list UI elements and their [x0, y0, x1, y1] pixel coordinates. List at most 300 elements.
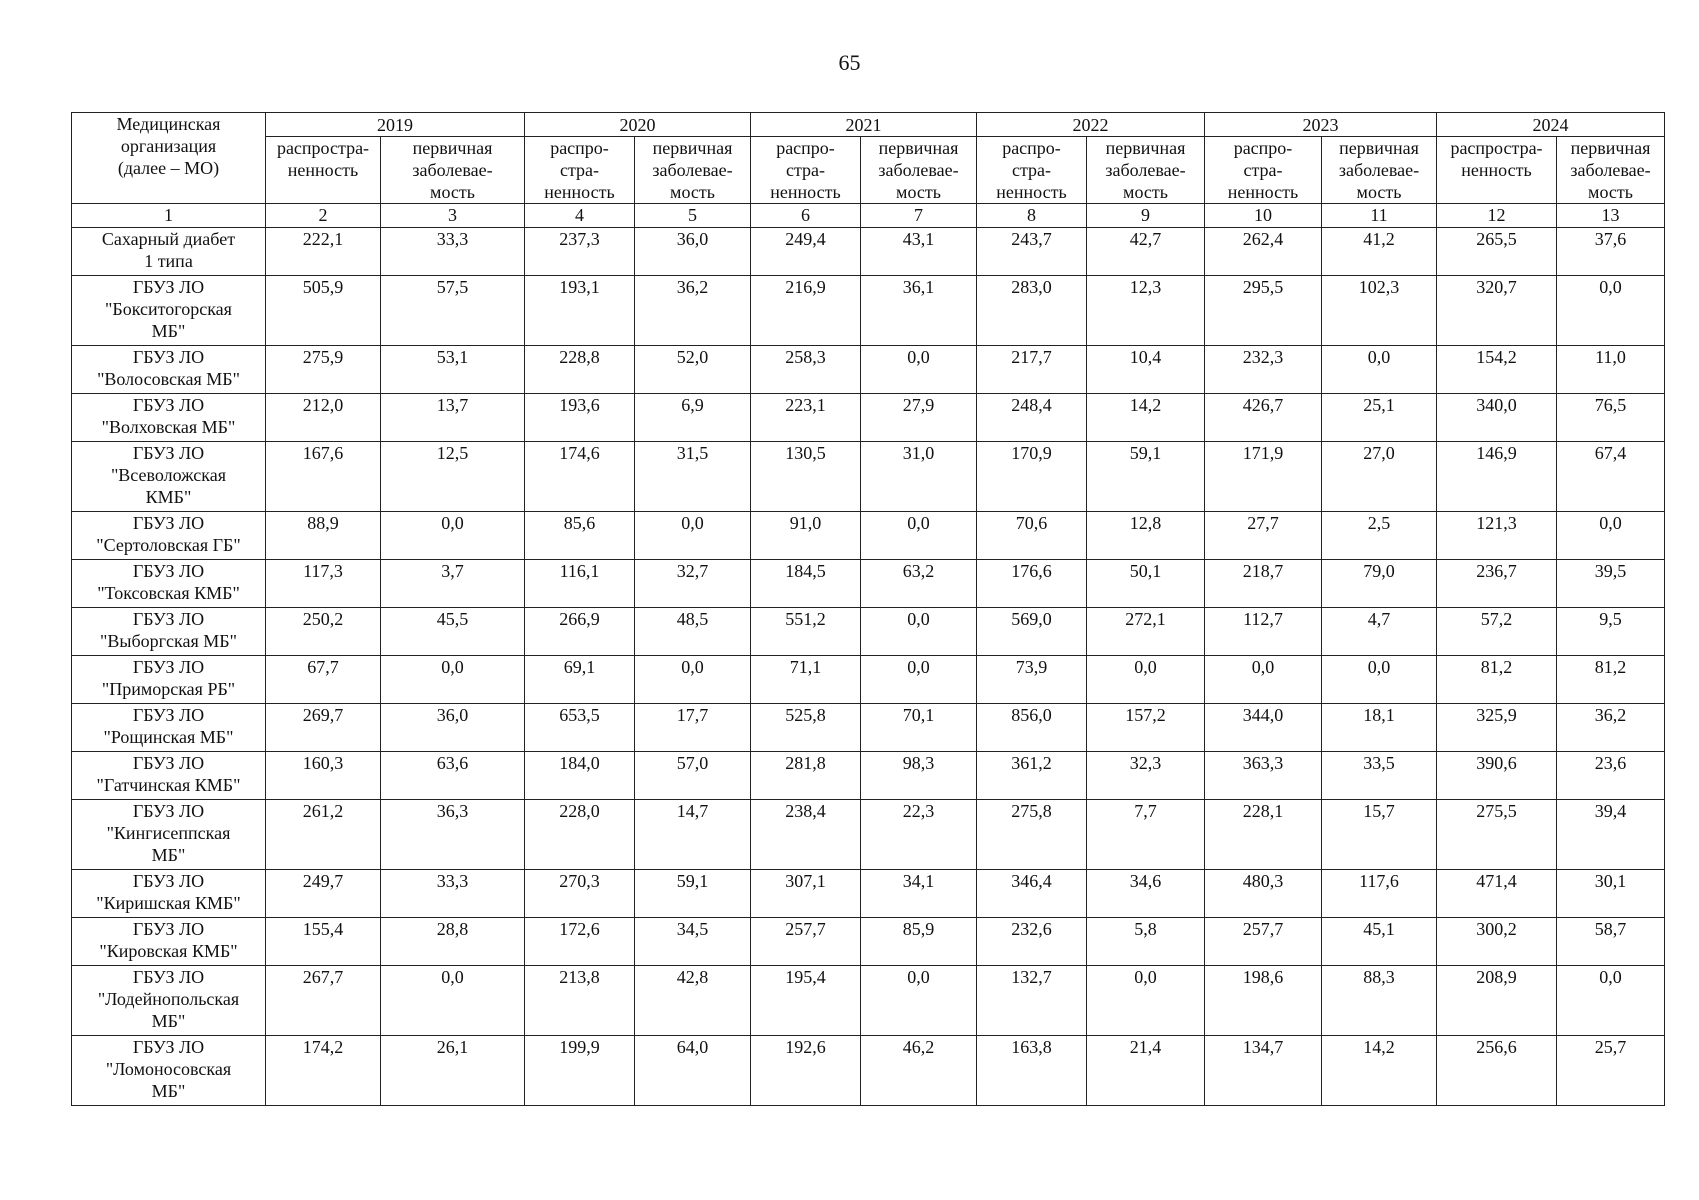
value-cell: 102,3 [1322, 276, 1437, 346]
value-cell: 0,0 [381, 656, 525, 704]
value-cell: 249,7 [266, 870, 381, 918]
value-cell: 53,1 [381, 346, 525, 394]
subheader-line: ненность [996, 182, 1067, 202]
value-cell: 112,7 [1205, 608, 1322, 656]
prevalence-header [1205, 137, 1322, 204]
value-cell: 0,0 [861, 966, 977, 1036]
value-cell: 176,6 [977, 560, 1087, 608]
organization-name-line: КМБ" [145, 487, 192, 507]
column-number: 7 [861, 204, 977, 228]
organization-name-line: ГБУЗ ЛО [132, 657, 205, 677]
value-cell: 361,2 [977, 752, 1087, 800]
value-cell: 52,0 [635, 346, 751, 394]
table-row [72, 918, 1665, 966]
subheader-line: стра- [1011, 160, 1052, 180]
organization-name-line: ГБУЗ ЛО [132, 513, 205, 533]
value-cell: 121,3 [1437, 512, 1557, 560]
page-number: 65 [838, 50, 861, 75]
organization-name-line: МБ" [151, 321, 186, 341]
incidence-header [1557, 137, 1665, 204]
organization-name-line: ГБУЗ ЛО [132, 705, 205, 725]
column-number: 6 [751, 204, 861, 228]
value-cell: 163,8 [977, 1036, 1087, 1106]
value-cell: 237,3 [525, 228, 635, 276]
value-cell: 232,3 [1205, 346, 1322, 394]
value-cell: 0,0 [1322, 656, 1437, 704]
value-cell: 11,0 [1557, 346, 1665, 394]
table-row [72, 346, 1665, 394]
value-cell: 45,5 [381, 608, 525, 656]
value-cell: 157,2 [1087, 704, 1205, 752]
value-cell: 32,3 [1087, 752, 1205, 800]
value-cell: 12,8 [1087, 512, 1205, 560]
value-cell: 0,0 [635, 656, 751, 704]
subheader-line: ненность [1227, 182, 1299, 202]
value-cell: 42,7 [1087, 228, 1205, 276]
subheader-line: первичная [412, 138, 493, 158]
subheader-line: стра- [1243, 160, 1283, 180]
value-cell: 116,1 [525, 560, 635, 608]
value-cell: 228,1 [1205, 800, 1322, 870]
value-cell: 15,7 [1322, 800, 1437, 870]
mo-header-line: Медицинская [116, 114, 221, 134]
value-cell: 0,0 [1087, 656, 1205, 704]
subheader-line: мость [1123, 182, 1168, 202]
value-cell: 6,9 [635, 394, 751, 442]
value-cell: 14,7 [635, 800, 751, 870]
value-cell: 320,7 [1437, 276, 1557, 346]
value-cell: 193,1 [525, 276, 635, 346]
value-cell: 195,4 [751, 966, 861, 1036]
value-cell: 198,6 [1205, 966, 1322, 1036]
subheader-line: заболевае- [878, 160, 959, 180]
value-cell: 363,3 [1205, 752, 1322, 800]
column-number: 13 [1557, 204, 1665, 228]
value-cell: 134,7 [1205, 1036, 1322, 1106]
value-cell: 222,1 [266, 228, 381, 276]
value-cell: 250,2 [266, 608, 381, 656]
organization-name-line: "Лодейнопольская [97, 989, 240, 1009]
value-cell: 36,0 [635, 228, 751, 276]
value-cell: 9,5 [1557, 608, 1665, 656]
table-row [72, 512, 1665, 560]
value-cell: 132,7 [977, 966, 1087, 1036]
organization-name-line: МБ" [151, 1011, 186, 1031]
value-cell: 856,0 [977, 704, 1087, 752]
value-cell: 17,7 [635, 704, 751, 752]
value-cell: 59,1 [1087, 442, 1205, 512]
subheader-line: ненность [544, 182, 615, 202]
value-cell: 30,1 [1557, 870, 1665, 918]
value-cell: 0,0 [381, 512, 525, 560]
subheader-line: распро- [1233, 138, 1293, 158]
year-header: 2019 [266, 113, 525, 137]
subheader-line: заболевае- [652, 160, 733, 180]
value-cell: 79,0 [1322, 560, 1437, 608]
subheader-line: первичная [878, 138, 959, 158]
value-cell: 480,3 [1205, 870, 1322, 918]
prevalence-header [266, 137, 381, 204]
organization-name-line: "Сертоловская ГБ" [96, 535, 241, 555]
column-number: 3 [381, 204, 525, 228]
value-cell: 174,6 [525, 442, 635, 512]
value-cell: 170,9 [977, 442, 1087, 512]
value-cell: 13,7 [381, 394, 525, 442]
organization-name-cell [72, 560, 266, 608]
organization-name-cell [72, 394, 266, 442]
value-cell: 33,5 [1322, 752, 1437, 800]
value-cell: 0,0 [1087, 966, 1205, 1036]
value-cell: 81,2 [1437, 656, 1557, 704]
organization-name-line: 1 типа [144, 251, 193, 271]
column-number: 8 [977, 204, 1087, 228]
subheader-line: заболевае- [1570, 160, 1651, 180]
organization-name-line: ГБУЗ ЛО [132, 919, 205, 939]
value-cell: 346,4 [977, 870, 1087, 918]
value-cell: 160,3 [266, 752, 381, 800]
value-cell: 216,9 [751, 276, 861, 346]
value-cell: 5,8 [1087, 918, 1205, 966]
organization-name-line: ГБУЗ ЛО [132, 561, 205, 581]
value-cell: 193,6 [525, 394, 635, 442]
value-cell: 71,1 [751, 656, 861, 704]
organization-name-line: МБ" [151, 845, 186, 865]
value-cell: 57,0 [635, 752, 751, 800]
value-cell: 14,2 [1087, 394, 1205, 442]
organization-name-line: ГБУЗ ЛО [132, 967, 205, 987]
organization-name-line: "Волосовская МБ" [97, 369, 240, 389]
value-cell: 88,9 [266, 512, 381, 560]
table-body [72, 228, 1665, 1106]
organization-name-line: "Гатчинская КМБ" [96, 775, 241, 795]
subheader-row [72, 137, 1665, 204]
mo-header-line: организация [120, 136, 217, 156]
organization-name-line: ГБУЗ ЛО [132, 395, 205, 415]
value-cell: 300,2 [1437, 918, 1557, 966]
subheader-line: стра- [559, 160, 600, 180]
organization-name-line: ГБУЗ ЛО [132, 753, 205, 773]
value-cell: 7,7 [1087, 800, 1205, 870]
value-cell: 26,1 [381, 1036, 525, 1106]
value-cell: 155,4 [266, 918, 381, 966]
subheader-line: мость [896, 182, 941, 202]
value-cell: 32,7 [635, 560, 751, 608]
table-row [72, 656, 1665, 704]
value-cell: 76,5 [1557, 394, 1665, 442]
value-cell: 34,5 [635, 918, 751, 966]
value-cell: 269,7 [266, 704, 381, 752]
prevalence-header [1437, 137, 1557, 204]
value-cell: 0,0 [381, 966, 525, 1036]
value-cell: 265,5 [1437, 228, 1557, 276]
value-cell: 171,9 [1205, 442, 1322, 512]
value-cell: 37,6 [1557, 228, 1665, 276]
value-cell: 212,0 [266, 394, 381, 442]
value-cell: 525,8 [751, 704, 861, 752]
value-cell: 325,9 [1437, 704, 1557, 752]
value-cell: 0,0 [1557, 512, 1665, 560]
value-cell: 36,0 [381, 704, 525, 752]
subheader-line: первичная [1570, 138, 1651, 158]
subheader-line: мость [430, 182, 475, 202]
column-number: 12 [1437, 204, 1557, 228]
value-cell: 208,9 [1437, 966, 1557, 1036]
year-header: 2021 [751, 113, 977, 137]
column-number: 5 [635, 204, 751, 228]
organization-name-cell [72, 918, 266, 966]
value-cell: 12,5 [381, 442, 525, 512]
organization-name-cell [72, 276, 266, 346]
organization-name-cell [72, 442, 266, 512]
table-row [72, 704, 1665, 752]
subheader-line: стра- [785, 160, 826, 180]
value-cell: 262,4 [1205, 228, 1322, 276]
incidence-header [861, 137, 977, 204]
value-cell: 42,8 [635, 966, 751, 1036]
year-header: 2020 [525, 113, 751, 137]
subheader-line: распро- [776, 138, 835, 158]
organization-name-line: ГБУЗ ЛО [132, 277, 205, 297]
column-number: 4 [525, 204, 635, 228]
prevalence-header [525, 137, 635, 204]
subheader-line: ненность [770, 182, 841, 202]
value-cell: 85,9 [861, 918, 977, 966]
incidence-table [71, 112, 1665, 1106]
organization-name-line: ГБУЗ ЛО [132, 609, 205, 629]
value-cell: 59,1 [635, 870, 751, 918]
subheader-line: мость [1588, 182, 1633, 202]
organization-name-cell [72, 704, 266, 752]
table-row [72, 800, 1665, 870]
value-cell: 281,8 [751, 752, 861, 800]
organization-name-line: ГБУЗ ЛО [132, 871, 205, 891]
table-row [72, 228, 1665, 276]
value-cell: 275,9 [266, 346, 381, 394]
value-cell: 28,8 [381, 918, 525, 966]
value-cell: 22,3 [861, 800, 977, 870]
value-cell: 0,0 [861, 346, 977, 394]
organization-name-cell [72, 800, 266, 870]
value-cell: 213,8 [525, 966, 635, 1036]
value-cell: 471,4 [1437, 870, 1557, 918]
value-cell: 31,0 [861, 442, 977, 512]
value-cell: 36,2 [1557, 704, 1665, 752]
value-cell: 270,3 [525, 870, 635, 918]
organization-name-cell [72, 228, 266, 276]
value-cell: 344,0 [1205, 704, 1322, 752]
value-cell: 0,0 [1557, 966, 1665, 1036]
value-cell: 172,6 [525, 918, 635, 966]
value-cell: 36,2 [635, 276, 751, 346]
organization-name-line: "Бокситогорская [105, 299, 232, 319]
value-cell: 130,5 [751, 442, 861, 512]
subheader-line: ненность [1461, 160, 1532, 180]
value-cell: 48,5 [635, 608, 751, 656]
value-cell: 41,2 [1322, 228, 1437, 276]
subheader-line: ненность [287, 160, 359, 180]
organization-name-line: "Приморская РБ" [101, 679, 236, 699]
subheader-line: распростра- [1450, 138, 1543, 158]
organization-name-line: "Всеволожская [110, 465, 227, 485]
value-cell: 551,2 [751, 608, 861, 656]
value-cell: 266,9 [525, 608, 635, 656]
year-header: 2022 [977, 113, 1205, 137]
value-cell: 0,0 [1322, 346, 1437, 394]
organization-name-cell [72, 656, 266, 704]
value-cell: 57,2 [1437, 608, 1557, 656]
subheader-line: распростра- [276, 138, 370, 158]
value-cell: 249,4 [751, 228, 861, 276]
value-cell: 50,1 [1087, 560, 1205, 608]
table-row [72, 276, 1665, 346]
column-number: 1 [72, 204, 266, 228]
value-cell: 117,3 [266, 560, 381, 608]
value-cell: 232,6 [977, 918, 1087, 966]
value-cell: 569,0 [977, 608, 1087, 656]
value-cell: 27,0 [1322, 442, 1437, 512]
value-cell: 14,2 [1322, 1036, 1437, 1106]
year-header: 2024 [1437, 113, 1665, 137]
organization-name-line: "Киришская КМБ" [96, 893, 241, 913]
value-cell: 18,1 [1322, 704, 1437, 752]
value-cell: 25,7 [1557, 1036, 1665, 1106]
value-cell: 390,6 [1437, 752, 1557, 800]
organization-name-cell [72, 346, 266, 394]
value-cell: 505,9 [266, 276, 381, 346]
value-cell: 192,6 [751, 1036, 861, 1106]
incidence-header [635, 137, 751, 204]
value-cell: 31,5 [635, 442, 751, 512]
subheader-line: мость [1356, 182, 1402, 202]
value-cell: 218,7 [1205, 560, 1322, 608]
organization-name-cell [72, 608, 266, 656]
subheader-line: первичная [1339, 138, 1419, 158]
subheader-line: заболевае- [1338, 160, 1420, 180]
incidence-header [1322, 137, 1437, 204]
value-cell: 3,7 [381, 560, 525, 608]
organization-name-line: ГБУЗ ЛО [132, 801, 205, 821]
table-row [72, 560, 1665, 608]
subheader-line: заболевае- [1105, 160, 1186, 180]
value-cell: 34,6 [1087, 870, 1205, 918]
value-cell: 67,7 [266, 656, 381, 704]
incidence-header [381, 137, 525, 204]
table-row [72, 966, 1665, 1036]
prevalence-header [751, 137, 861, 204]
table-row [72, 870, 1665, 918]
value-cell: 39,5 [1557, 560, 1665, 608]
value-cell: 58,7 [1557, 918, 1665, 966]
value-cell: 36,1 [861, 276, 977, 346]
value-cell: 283,0 [977, 276, 1087, 346]
value-cell: 258,3 [751, 346, 861, 394]
value-cell: 243,7 [977, 228, 1087, 276]
table-row [72, 1036, 1665, 1106]
column-number: 11 [1322, 204, 1437, 228]
value-cell: 2,5 [1322, 512, 1437, 560]
value-cell: 91,0 [751, 512, 861, 560]
mo-header-line: (далее – МО) [117, 158, 220, 178]
subheader-line: распро- [1002, 138, 1061, 158]
value-cell: 21,4 [1087, 1036, 1205, 1106]
value-cell: 184,0 [525, 752, 635, 800]
value-cell: 199,9 [525, 1036, 635, 1106]
subheader-line: первичная [1105, 138, 1186, 158]
value-cell: 275,8 [977, 800, 1087, 870]
value-cell: 12,3 [1087, 276, 1205, 346]
organization-name-line: ГБУЗ ЛО [132, 347, 205, 367]
value-cell: 236,7 [1437, 560, 1557, 608]
value-cell: 4,7 [1322, 608, 1437, 656]
value-cell: 81,2 [1557, 656, 1665, 704]
organization-name-line: МБ" [151, 1081, 186, 1101]
value-cell: 63,6 [381, 752, 525, 800]
subheader-line: распро- [550, 138, 609, 158]
value-cell: 57,5 [381, 276, 525, 346]
value-cell: 27,9 [861, 394, 977, 442]
value-cell: 23,6 [1557, 752, 1665, 800]
organization-name-cell [72, 1036, 266, 1106]
organization-name-line: "Кингисеппская [106, 823, 231, 843]
prevalence-header [977, 137, 1087, 204]
organization-name-line: Сахарный диабет [101, 229, 236, 249]
value-cell: 267,7 [266, 966, 381, 1036]
value-cell: 0,0 [1205, 656, 1322, 704]
value-cell: 98,3 [861, 752, 977, 800]
value-cell: 257,7 [1205, 918, 1322, 966]
value-cell: 39,4 [1557, 800, 1665, 870]
subheader-line: первичная [652, 138, 733, 158]
organization-name-cell [72, 512, 266, 560]
organization-name-line: ГБУЗ ЛО [132, 443, 205, 463]
value-cell: 174,2 [266, 1036, 381, 1106]
column-number: 2 [266, 204, 381, 228]
value-cell: 36,3 [381, 800, 525, 870]
table-row [72, 442, 1665, 512]
value-cell: 275,5 [1437, 800, 1557, 870]
organization-name-line: "Ломоносовская [105, 1059, 232, 1079]
value-cell: 248,4 [977, 394, 1087, 442]
organization-name-cell [72, 870, 266, 918]
value-cell: 73,9 [977, 656, 1087, 704]
table-row [72, 394, 1665, 442]
value-cell: 256,6 [1437, 1036, 1557, 1106]
column-number: 9 [1087, 204, 1205, 228]
value-cell: 27,7 [1205, 512, 1322, 560]
subheader-line: мость [670, 182, 715, 202]
value-cell: 25,1 [1322, 394, 1437, 442]
table-row [72, 752, 1665, 800]
value-cell: 146,9 [1437, 442, 1557, 512]
value-cell: 228,0 [525, 800, 635, 870]
column-number: 10 [1205, 204, 1322, 228]
value-cell: 154,2 [1437, 346, 1557, 394]
value-cell: 272,1 [1087, 608, 1205, 656]
value-cell: 0,0 [1557, 276, 1665, 346]
value-cell: 64,0 [635, 1036, 751, 1106]
value-cell: 307,1 [751, 870, 861, 918]
value-cell: 238,4 [751, 800, 861, 870]
value-cell: 43,1 [861, 228, 977, 276]
value-cell: 10,4 [1087, 346, 1205, 394]
organization-name-cell [72, 966, 266, 1036]
value-cell: 0,0 [635, 512, 751, 560]
value-cell: 184,5 [751, 560, 861, 608]
subheader-line: заболевае- [412, 160, 493, 180]
value-cell: 67,4 [1557, 442, 1665, 512]
organization-name-line: "Рощинская МБ" [103, 727, 234, 747]
value-cell: 69,1 [525, 656, 635, 704]
